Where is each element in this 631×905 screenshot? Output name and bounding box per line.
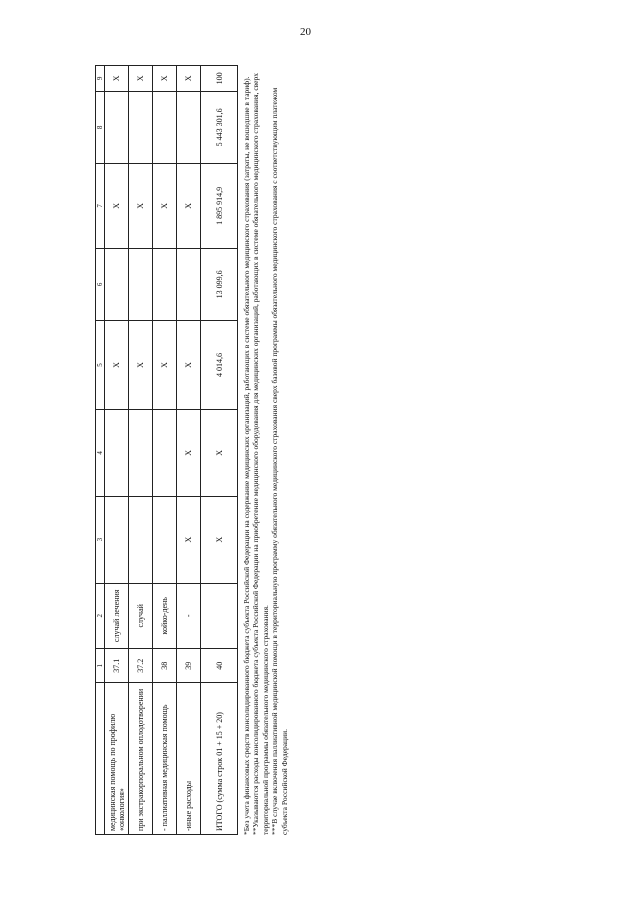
unit-cell: койко-день (153, 583, 177, 649)
unit-cell (201, 583, 238, 649)
table-cell: X (177, 66, 201, 92)
table-row (129, 66, 153, 835)
header-cell: 7 (96, 164, 105, 249)
table-cell: X (177, 409, 201, 496)
table-cell: X (153, 321, 177, 410)
header-cell: 9 (96, 66, 105, 92)
row-number: 38 (153, 649, 177, 683)
table-cell: X (129, 164, 153, 249)
row-label: при экстракорпоральном оплодотворении (129, 683, 153, 835)
row-label: - паллиативная медицинская помощь (153, 683, 177, 835)
table-cell: X (129, 321, 153, 410)
rotated-content (95, 65, 289, 835)
unit-cell: - (177, 583, 201, 649)
table-row (177, 66, 201, 835)
table-cell: 100 (201, 66, 238, 92)
table-cell: 4 014,6 (201, 321, 238, 410)
table-cell (129, 248, 153, 320)
table-cell: 5 443 301,6 (201, 91, 238, 163)
header-cell: 8 (96, 91, 105, 163)
table-cell (177, 91, 201, 163)
footnote: **Указываются расходы консолидированного бюджета субъекта Российской Федерации на приобретение медицинского оборудования для медицинских организаций, работающих в системе обязательного медицинского страхования, сверх территориальной программы обязательного медицинского страхования. (251, 72, 270, 835)
table-cell: X (153, 164, 177, 249)
header-cell: 5 (96, 321, 105, 410)
header-cell: 2 (96, 583, 105, 649)
table-cell: 13 099,6 (201, 248, 238, 320)
header-cell: 1 (96, 649, 105, 683)
table-cell (105, 409, 129, 496)
table-row (105, 66, 129, 835)
footnotes (242, 65, 289, 835)
table-cell (129, 91, 153, 163)
row-label: ИТОГО (сумма строк 01 + 15 + 20) (201, 683, 238, 835)
table-cell (153, 91, 177, 163)
footnote: *Без учета финансовых средств консолидированного бюджета субъекта Российской Федерации на содержание медицинских организаций, работающих в системе обязательного медицинского страхования (затраты, не вошедшие в тариф). (242, 76, 251, 835)
row-label: медицинская помощь по профилю «онкология» (105, 683, 129, 835)
table-cell: X (129, 66, 153, 92)
table-cell (153, 248, 177, 320)
header-cell: 3 (96, 496, 105, 583)
header-cell: 6 (96, 248, 105, 320)
table-cell (129, 496, 153, 583)
table-header-row (96, 66, 105, 835)
header-cell: 4 (96, 409, 105, 496)
table-cell (153, 409, 177, 496)
unit-cell: случай лечения (105, 583, 129, 649)
table-cell: X (177, 496, 201, 583)
table-cell (129, 409, 153, 496)
unit-cell: случай (129, 583, 153, 649)
table-cell: X (177, 164, 201, 249)
row-label: -иные расходы (177, 683, 201, 835)
table-cell (105, 91, 129, 163)
table-cell (105, 496, 129, 583)
table-cell: X (201, 496, 238, 583)
table-cell (153, 496, 177, 583)
table-cell: 1 895 914,9 (201, 164, 238, 249)
table-cell: X (201, 409, 238, 496)
table-cell: X (177, 321, 201, 410)
header-cell (96, 683, 105, 835)
row-number: 37.2 (129, 649, 153, 683)
footnote: ***В случае включения паллиативной медицинской помощи в территориальную программу обязательного медицинского страхования сверх базовой программы обязательного медицинского страхования с соответствующим платежом субъекта Российской Федерации. (270, 87, 289, 835)
table-cell: X (153, 66, 177, 92)
table-cell (177, 248, 201, 320)
total-row (201, 66, 238, 835)
table-row (153, 66, 177, 835)
table-cell (105, 248, 129, 320)
cost-table (95, 65, 238, 835)
row-number: 39 (177, 649, 201, 683)
page-number: 20 (300, 26, 311, 38)
table-cell: X (105, 164, 129, 249)
row-number: 37.1 (105, 649, 129, 683)
table-cell: X (105, 66, 129, 92)
table-cell: X (105, 321, 129, 410)
row-number: 40 (201, 649, 238, 683)
